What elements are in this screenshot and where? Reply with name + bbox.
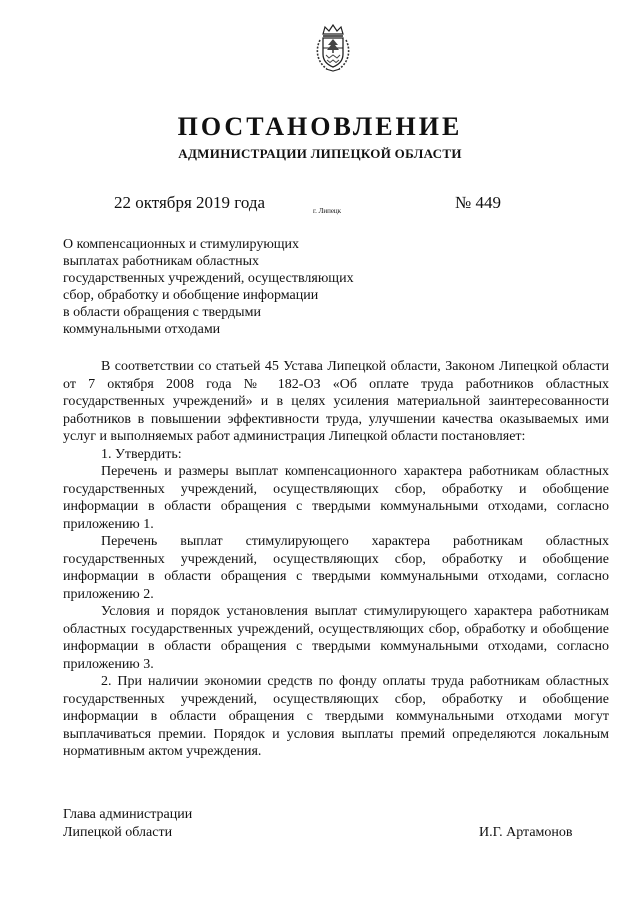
body-paragraph: В соответствии со статьей 45 Устава Липецкой области, Законом Липецкой области от 7 октября 2008 года № 182-ОЗ «Об оплате труда работников областных государственных учреждений» и в целях усиления материальной заинтересованности работников в повышении эффективности труда, улучшении качества оказываемых ими услуг и выполняемых работ администрация Липецкой области постановляет: xyxy=(63,359,609,444)
signatory-position-line: Глава администрации xyxy=(63,807,193,822)
subject-line: сбор, обработку и обобщение информации xyxy=(63,288,319,303)
signatory-name: И.Г. Артамонов xyxy=(479,825,573,840)
issuing-authority: АДМИНИСТРАЦИИ ЛИПЕЦКОЙ ОБЛАСТИ xyxy=(178,146,462,161)
body-paragraph: Перечень выплат стимулирующего характера работникам областных государственных учреждений, осуществляющих сбор, обработку и обобщение информации в области обращения с твердыми коммунальными отходами, согласно приложению 2. xyxy=(63,534,609,602)
document-date: 22 октября 2019 года xyxy=(114,193,266,212)
document-body xyxy=(63,358,609,761)
subject-line: коммунальными отходами xyxy=(63,322,221,337)
body-paragraph: Перечень и размеры выплат компенсационного характера работникам областных государственных учреждений, осуществляющих сбор, обработку и обобщение информации в области обращения с твердыми коммунальными отходами, согласно приложению 1. xyxy=(63,464,609,532)
signatory-position-line: Липецкой области xyxy=(63,825,173,840)
body-paragraph: 1. Утвердить: xyxy=(101,446,182,462)
body-paragraph: Условия и порядок установления выплат стимулирующего характера работникам областных государственных учреждений, осуществляющих сбор, обработку и обобщение информации в области обращения с твердыми коммунальными отходами, согласно приложению 3. xyxy=(63,604,609,672)
document-number: № 449 xyxy=(455,193,501,212)
document-subject xyxy=(63,236,393,338)
document-city: г. Липецк xyxy=(313,207,342,215)
subject-line: в области обращения с твердыми xyxy=(63,305,261,320)
coat-of-arms-icon xyxy=(314,24,352,72)
subject-line: государственных учреждений, осуществляющих xyxy=(63,271,354,286)
body-paragraph: 2. При наличии экономии средств по фонду оплаты труда работникам областных государственных учреждений, осуществляющих сбор, обработку и обобщение информации в области обращения с твердыми коммунальными отходами могут выплачиваться премии. Порядок и условия выплаты премий определяются локальным нормативным актом учреждения. xyxy=(63,674,609,759)
document-title: ПОСТАНОВЛЕНИЕ xyxy=(177,112,463,141)
subject-line: выплатах работникам областных xyxy=(63,254,259,269)
subject-line: О компенсационных и стимулирующих xyxy=(63,237,300,252)
signatory-position xyxy=(63,806,192,842)
